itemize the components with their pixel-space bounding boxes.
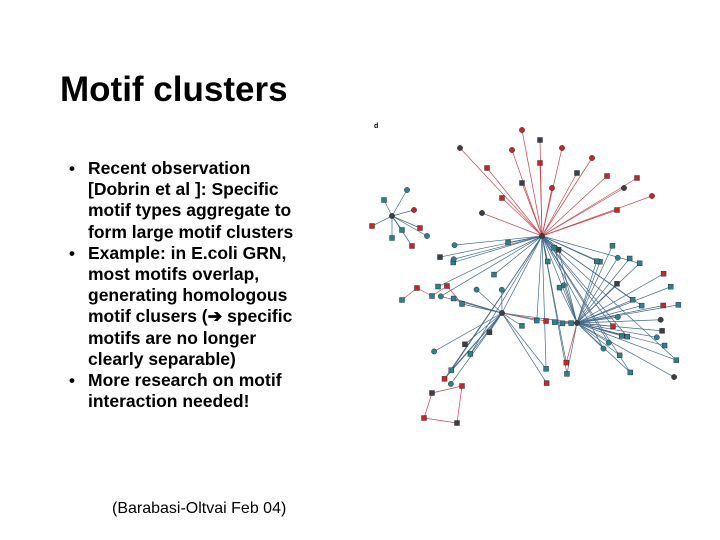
network-node (430, 391, 435, 396)
network-node (544, 366, 549, 371)
network-edge (424, 393, 432, 418)
network-node (610, 243, 615, 248)
network-node (499, 287, 504, 292)
network-node (509, 147, 514, 152)
network-node (649, 193, 654, 198)
slide-title: Motif clusters (60, 70, 288, 109)
network-node (610, 324, 615, 329)
network-edge (577, 306, 642, 323)
network-node (662, 343, 667, 348)
bullet-icon: • (69, 159, 75, 178)
network-edge (537, 236, 542, 321)
network-edge (462, 304, 502, 313)
network-node (500, 196, 505, 201)
network-node (606, 340, 611, 345)
citation: (Barabasi-Oltvai Feb 04) (112, 500, 287, 517)
bullet-icon: • (69, 371, 75, 391)
bullet-item (56, 370, 356, 412)
network-edge (567, 323, 577, 374)
network-node (544, 319, 549, 324)
network-node (436, 284, 441, 289)
network-node (671, 374, 676, 379)
network-node (549, 185, 554, 190)
network-node (520, 181, 525, 186)
network-node (479, 210, 484, 215)
network-node (442, 376, 447, 381)
network-node (627, 256, 632, 261)
network-node (424, 233, 429, 238)
network-node (569, 321, 574, 326)
network-node (389, 213, 394, 218)
network-edge (566, 323, 577, 363)
network-node (557, 285, 562, 290)
network-edge (451, 313, 502, 384)
network-node (615, 255, 620, 260)
bullet-list (56, 158, 356, 412)
network-edge (465, 313, 502, 344)
network-node (452, 242, 457, 247)
network-node (614, 281, 619, 286)
network-edge (460, 148, 542, 236)
network-node (560, 321, 565, 326)
panel-label: d (374, 123, 379, 130)
network-node (449, 368, 454, 373)
network-node (370, 224, 375, 229)
network-node (457, 145, 462, 150)
network-node (460, 384, 465, 389)
network-node (404, 187, 409, 192)
network-edge (542, 236, 603, 349)
bullet-text: More research on motif interaction needed! (88, 370, 282, 412)
network-node (474, 287, 479, 292)
network-node (661, 271, 666, 276)
network-node (630, 297, 635, 302)
network-node (422, 416, 427, 421)
network-node (544, 381, 549, 386)
network-edges (372, 130, 678, 423)
network-node (539, 233, 544, 238)
network-node (615, 314, 620, 319)
network-node (661, 303, 666, 308)
network-edge (542, 173, 577, 236)
network-node (674, 358, 679, 363)
network-edge (372, 216, 392, 226)
network-node (462, 342, 467, 347)
network-node (468, 351, 473, 356)
network-node (538, 161, 543, 166)
network-node (411, 207, 416, 212)
network-node (485, 166, 490, 171)
network-node (628, 370, 633, 375)
network-node (491, 272, 496, 277)
network-node (382, 198, 387, 203)
network-node (594, 259, 599, 264)
network-node (575, 171, 580, 176)
network-node (668, 284, 673, 289)
network-node (605, 174, 610, 179)
network-node (658, 317, 663, 322)
network-node (448, 381, 453, 386)
network-node (617, 353, 622, 358)
network-node (451, 296, 456, 301)
network-figure (362, 118, 692, 440)
network-node (552, 245, 557, 250)
network-edge (451, 313, 502, 370)
network-node (538, 138, 543, 143)
network-node (545, 259, 550, 264)
network-node (556, 247, 561, 252)
network-node (615, 208, 620, 213)
network-node (519, 323, 524, 328)
network-edge (494, 236, 542, 275)
network-edge (522, 183, 542, 236)
network-node (430, 294, 435, 299)
network-node (654, 335, 659, 340)
network-node (487, 330, 492, 335)
network-node (415, 286, 420, 291)
network-node (574, 320, 579, 325)
network-node (601, 346, 606, 351)
network-edge (457, 386, 462, 423)
network-node (639, 303, 644, 308)
network-node (564, 371, 569, 376)
network-node (619, 333, 624, 338)
network-node (676, 302, 681, 307)
network-node (506, 240, 511, 245)
bullet-item (56, 243, 356, 370)
network-node (589, 155, 594, 160)
network-node (499, 310, 504, 315)
network-node (635, 176, 640, 181)
network-nodes (370, 127, 681, 425)
network-node (437, 255, 442, 260)
network-node (400, 298, 405, 303)
network-node (455, 421, 460, 426)
network-edge (447, 286, 462, 304)
network-node (390, 236, 395, 241)
network-node (519, 127, 524, 132)
bullet-text: Recent observation [Dobrin et al ]: Specific motif types aggregate to form large motif clusters (88, 158, 294, 242)
network-node (451, 257, 456, 262)
network-node (660, 328, 665, 333)
network-node (552, 320, 557, 325)
network-edge (392, 190, 407, 216)
network-node (534, 318, 539, 323)
network-edge (432, 386, 462, 393)
bullet-item (56, 158, 356, 243)
network-node (400, 228, 405, 233)
network-node (637, 261, 642, 266)
network-node (625, 334, 630, 339)
network-node (621, 185, 626, 190)
network-node (418, 226, 423, 231)
network-node (410, 244, 415, 249)
bullet-text: Example: in E.coli GRN, most motifs overlap, generating homologous motif clusers (➔ specific motifs are no longer clearly separable) (88, 242, 293, 369)
network-node (460, 302, 465, 307)
network-edge (489, 313, 502, 332)
network-node (564, 360, 569, 365)
bullet-icon: • (69, 243, 75, 263)
network-node (559, 145, 564, 150)
network-edge (559, 288, 577, 323)
network-node (445, 284, 450, 289)
network-edge (424, 418, 457, 423)
network-node (431, 349, 436, 354)
network-node (438, 294, 443, 299)
